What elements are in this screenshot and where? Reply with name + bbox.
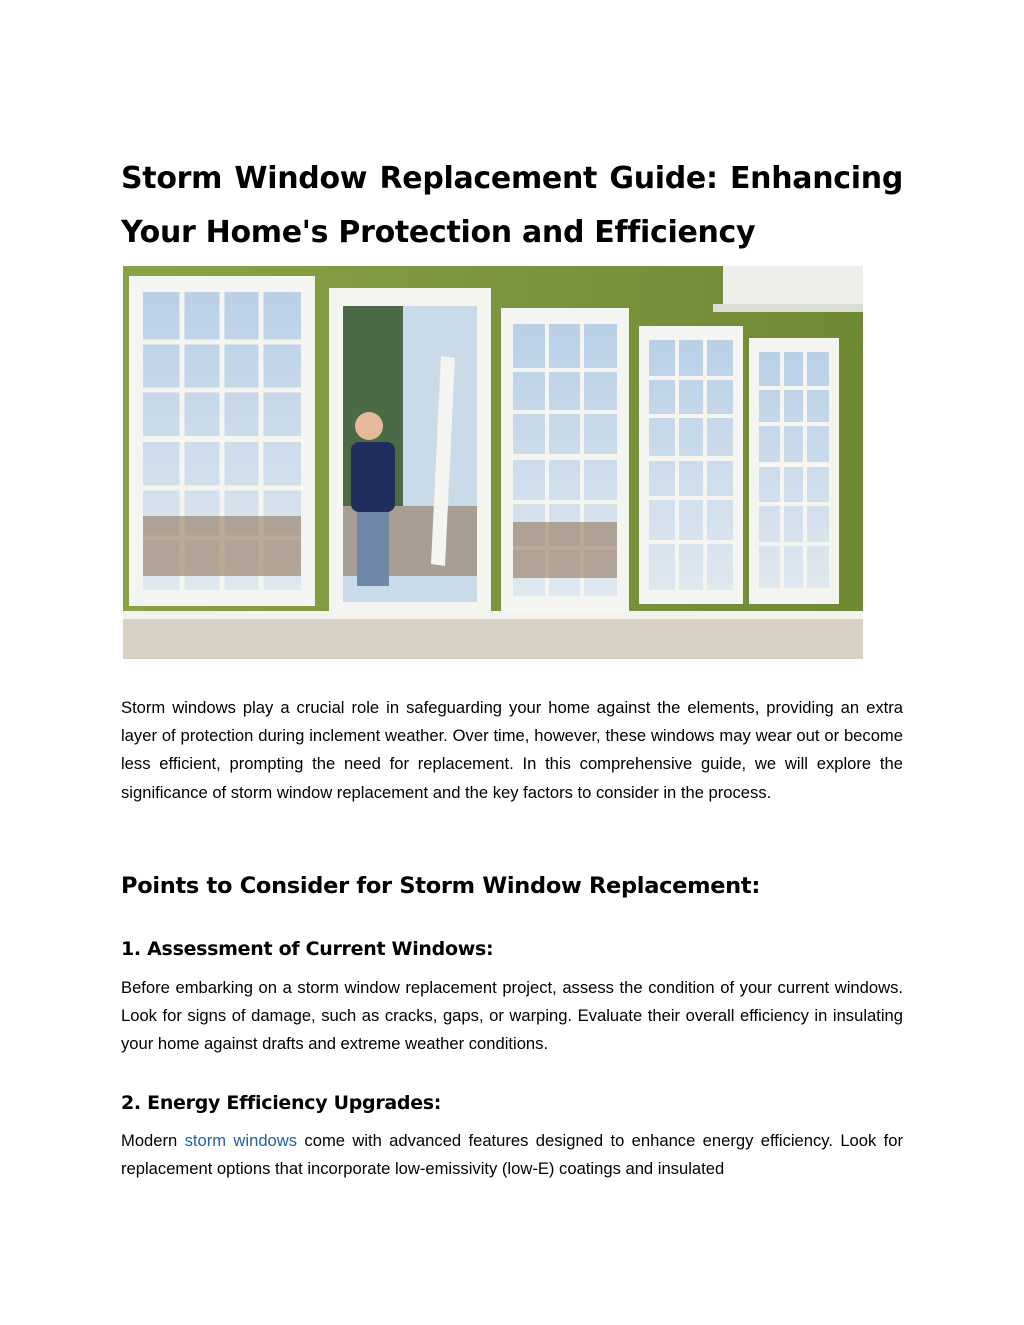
window-4 bbox=[639, 326, 743, 604]
point-1-heading: 1. Assessment of Current Windows: bbox=[121, 938, 494, 960]
point-2-body bbox=[121, 1127, 903, 1183]
point-2-body-rest: come with advanced features designed to enhance energy efficiency. Look for replacement options that incorporate low-emissivity (low-E) coatings and insulated bbox=[121, 1131, 904, 1179]
section-heading: Points to Consider for Storm Window Replacement: bbox=[121, 873, 761, 899]
point-1-body: Before embarking on a storm window replacement project, assess the condition of your current windows. Look for signs of damage, such as cracks, gaps, or warping. Evaluate their overall efficiency in insulating your home against drafts and extreme weather conditions. bbox=[121, 978, 903, 1054]
point-2-body-start: Modern bbox=[121, 1131, 185, 1150]
hero-image bbox=[123, 266, 863, 659]
intro-paragraph: Storm windows play a crucial role in safeguarding your home against the elements, providing an extra layer of protection during inclement weather. Over time, however, these windows may wear out or become less efficient, prompting the need for replacement. In this comprehensive guide, we will explore the significance of storm window replacement and the key factors to consider in the process. bbox=[121, 698, 903, 802]
page-title: Storm Window Replacement Guide: Enhancing Your Home's Protection and Efficiency bbox=[121, 161, 903, 250]
window-5 bbox=[749, 338, 839, 604]
storm-windows-link[interactable]: storm windows bbox=[184, 1131, 298, 1150]
window-3 bbox=[501, 308, 629, 612]
window-1 bbox=[129, 276, 315, 606]
window-2-open bbox=[329, 288, 491, 616]
point-2-heading: 2. Energy Efficiency Upgrades: bbox=[121, 1092, 442, 1114]
